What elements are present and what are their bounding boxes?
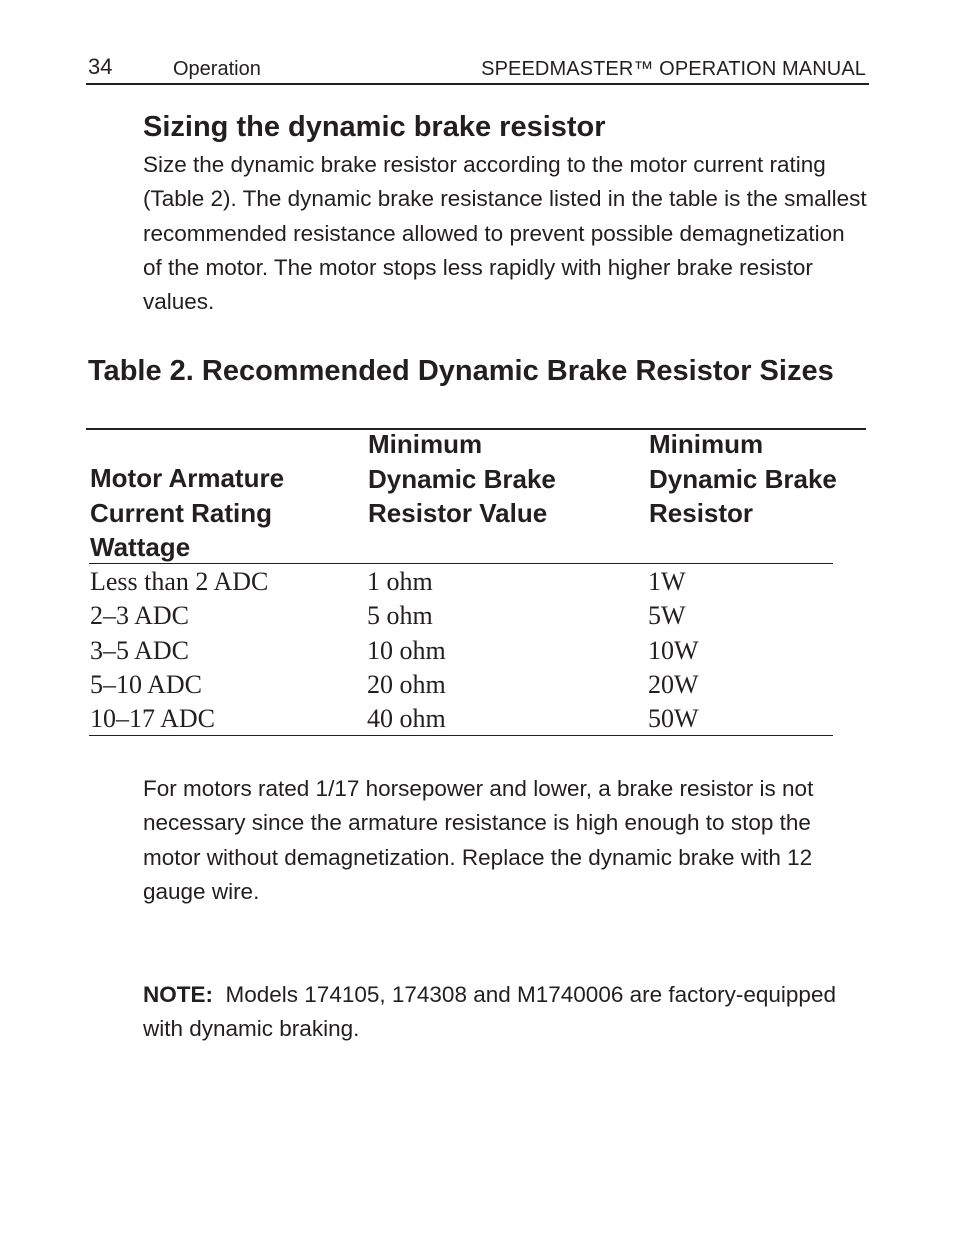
running-header-section: Operation: [173, 58, 261, 80]
cell-current-rating: 2–3 ADC: [90, 601, 189, 631]
column-header-line: Minimum: [649, 429, 764, 459]
cell-current-rating: 5–10 ADC: [90, 669, 202, 699]
table-row: [89, 702, 833, 736]
column-header-resistor-value: [368, 427, 556, 531]
page-number: 34: [88, 54, 113, 79]
table-row: [89, 668, 833, 702]
cell-resistor-value: 20 ohm: [367, 669, 446, 699]
table-body: [89, 565, 833, 736]
column-header-line: Dynamic Brake: [649, 463, 837, 494]
column-header-line: Current Rating: [90, 497, 272, 528]
cell-resistor-wattage: 1W: [648, 567, 686, 596]
column-header-line: Resistor: [649, 498, 754, 528]
column-header-line: Wattage: [90, 532, 191, 562]
column-header-resistor-wattage: [649, 427, 837, 531]
cell-resistor-wattage: 50W: [648, 704, 699, 734]
table-row: [89, 565, 833, 599]
note-text: Models 174105, 174308 and M1740006 are factory-equipped with dynamic braking.: [143, 982, 836, 1042]
table-row: [89, 634, 833, 668]
section-title: Sizing the dynamic brake resistor: [143, 111, 606, 143]
note-label: NOTE:: [143, 982, 213, 1007]
column-header-line: Minimum: [368, 429, 483, 459]
table-bottom-rule: [89, 735, 833, 736]
cell-resistor-wattage: 20W: [648, 669, 699, 699]
cell-resistor-value: 1 ohm: [367, 567, 433, 596]
column-header-line: Dynamic Brake: [368, 463, 556, 494]
intro-paragraph: Size the dynamic brake resistor according to the motor current rating (Table 2). The dynamic brake resistance listed in the table is the smallest recommended resistance allowed to prevent possible demagnetization of the motor. The motor stops less rapidly with higher brake resistor values.: [143, 152, 867, 315]
cell-resistor-wattage: 10W: [648, 635, 699, 665]
cell-resistor-value: 40 ohm: [367, 704, 446, 734]
cell-current-rating: 3–5 ADC: [90, 635, 189, 665]
table-title: Table 2. Recommended Dynamic Brake Resistor Sizes: [88, 355, 834, 387]
column-header-current-rating: [90, 461, 284, 565]
low-horsepower-paragraph: For motors rated 1/17 horsepower and lower, a brake resistor is not necessary since the armature resistance is high enough to stop the motor without demagnetization. Replace the dynamic brake with 12 gauge wire.: [143, 776, 814, 904]
column-header-line: Motor Armature: [90, 463, 285, 493]
note-paragraph: [143, 978, 868, 1047]
cell-resistor-wattage: 5W: [648, 601, 686, 631]
table-header-rule: [89, 563, 833, 564]
cell-resistor-value: 10 ohm: [367, 635, 446, 665]
column-header-line: Resistor Value: [368, 498, 548, 528]
cell-current-rating: Less than 2 ADC: [90, 567, 269, 596]
running-header-manual-title: SPEEDMASTER™ OPERATION MANUAL: [481, 58, 866, 80]
table-row: [89, 599, 833, 633]
header-rule: [86, 83, 869, 85]
cell-current-rating: 10–17 ADC: [90, 704, 215, 734]
cell-resistor-value: 5 ohm: [367, 601, 433, 631]
